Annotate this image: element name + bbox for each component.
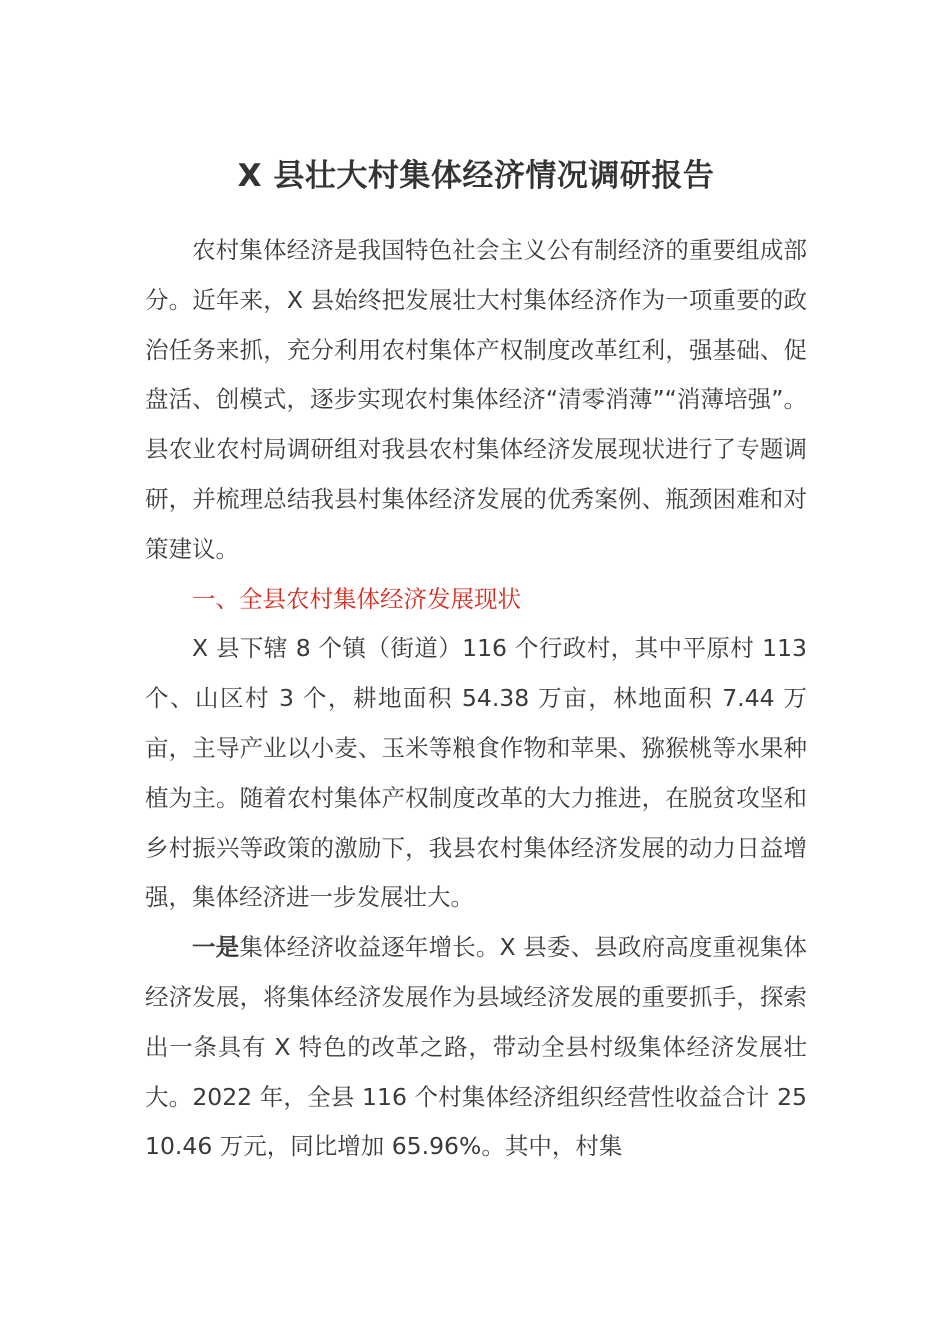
intro-paragraph: 农村集体经济是我国特色社会主义公有制经济的重要组成部分。近年来，X 县始终把发展壮大村集体经济作为一项重要的政治任务来抓，充分利用农村集体产权制度改革红利，强基础、促盘活、创模式，逐步实现农村集体经济“清零消薄”“消薄培强”。县农业农村局调研组对我县农村集体经济发展现状进行了专题调研，并梳理总结我县村集体经济发展的优秀案例、瓶颈困难和对策建议。 — [145, 236, 807, 563]
section-1-paragraph: X 县下辖 8 个镇（街道）116 个行政村，其中平原村 113 个、山区村 3 个，耕地面积 54.38 万亩，林地面积 7.44 万亩，主导产业以小麦、玉米等粮食作物和苹果、猕猴桃等水果种植为主。随着农村集体产权制度改革的大力推进，在脱贫攻坚和乡村振兴等政策的激励下，我县农村集体经济发展的动力日益增强，集体经济进一步发展壮大。 — [145, 634, 807, 912]
document-page — [145, 150, 807, 1172]
section-heading-1: 一、全县农村集体经济发展现状 — [192, 584, 521, 613]
point-1-paragraph — [145, 923, 807, 1172]
point-1-lead: 一是 — [192, 933, 240, 962]
point-1-text: 集体经济收益逐年增长。X 县委、县政府高度重视集体经济发展，将集体经济发展作为县域经济发展的重要抓手，探索出一条具有 X 特色的改革之路，带动全县村级集体经济发展壮大。2022 年，全县 116 个村集体经济组织经营性收益合计 2510.46 万元，同比增加 65.96%。其中，村集 — [145, 933, 808, 1161]
document-title: X 县壮大村集体经济情况调研报告 — [237, 158, 715, 194]
